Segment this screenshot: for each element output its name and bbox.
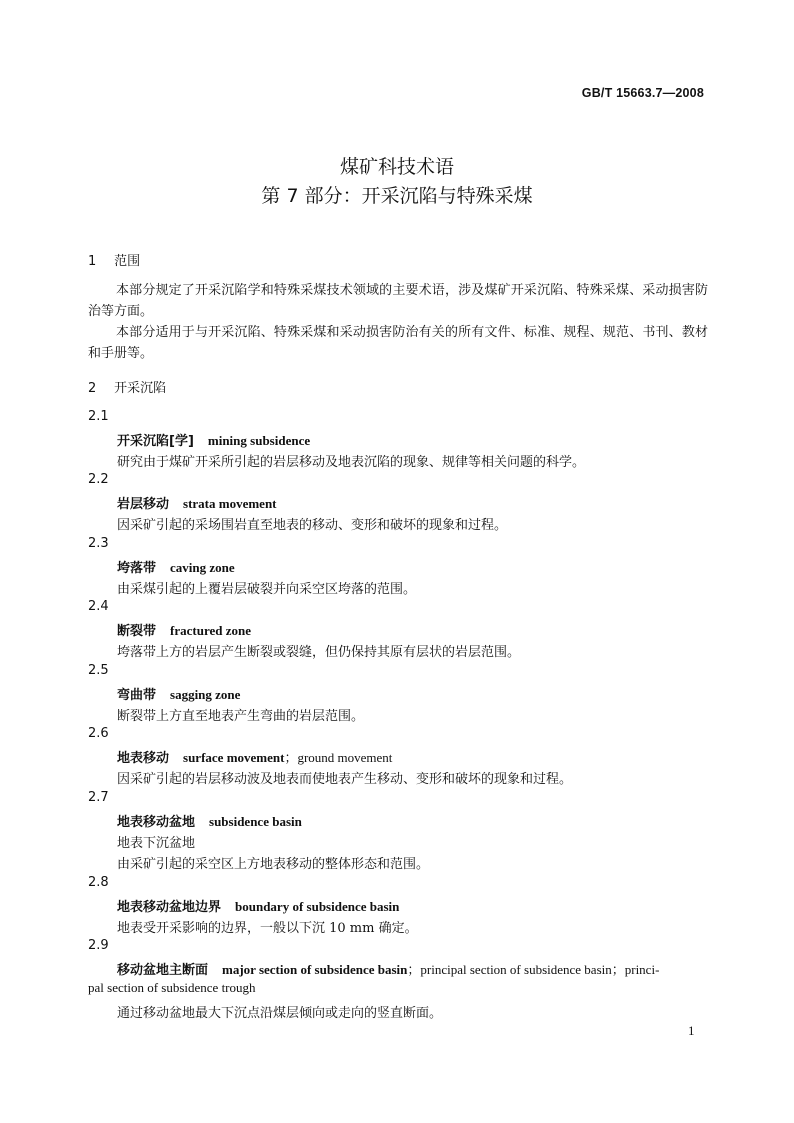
entry-number: 2.9: [88, 938, 109, 953]
term: [117, 493, 277, 512]
term-synonym: ；principal section of subsidence basin；princi-: [407, 962, 660, 977]
term-zh: 地表移动盆地: [117, 815, 196, 830]
term: [117, 620, 251, 639]
term-en: caving zone: [170, 560, 235, 575]
standard-number: GB/T 15663.7—2008: [581, 86, 704, 100]
term-zh: 岩层移动: [117, 497, 170, 512]
definition: 地表受开采影响的边界，一般以下沉 10 mm 确定。: [117, 921, 418, 936]
entry-number: 2.8: [88, 875, 109, 890]
definition: 垮落带上方的岩层产生断裂或裂缝，但仍保持其原有层状的岩层范围。: [117, 645, 521, 660]
definition: 断裂带上方直至地表产生弯曲的岩层范围。: [117, 709, 365, 724]
term-zh: 垮落带: [117, 561, 157, 576]
term-en: mining subsidence: [207, 433, 311, 448]
paragraph: 本部分规定了开采沉陷学和特殊采煤技术领域的主要术语，涉及煤矿开采沉陷、特殊采煤、采动损害防治等方面。: [88, 283, 708, 319]
term-zh: 地表移动盆地边界: [117, 900, 222, 915]
term: [117, 747, 392, 766]
section-title: 范围: [114, 254, 141, 269]
entry-number: 2.3: [88, 536, 109, 551]
term: [117, 430, 310, 449]
term-zh: 弯曲带: [117, 688, 157, 703]
term-en: boundary of subsidence basin: [235, 899, 400, 914]
term: [117, 557, 235, 576]
term-en: fractured zone: [170, 623, 251, 638]
term-en: subsidence basin: [209, 814, 302, 829]
paragraph: 本部分适用于与开采沉陷、特殊采煤和采动损害防治有关的所有文件、标准、规程、规范、书刊、教材和手册等。: [88, 325, 708, 361]
document-subtitle: 第 7 部分：开采沉陷与特殊采煤: [261, 185, 533, 207]
definition: 由采煤引起的上覆岩层破裂并向采空区垮落的范围。: [117, 582, 417, 597]
term-en: surface movement: [183, 750, 285, 765]
entry-number: 2.6: [88, 726, 109, 741]
term-en: strata movement: [183, 496, 277, 511]
term-zh: 移动盆地主断面: [117, 963, 209, 978]
section-number: 2: [88, 381, 97, 396]
section-2-heading: [88, 377, 166, 396]
term-en: sagging zone: [170, 687, 241, 702]
entry-number: 2.7: [88, 790, 109, 805]
term: [117, 959, 659, 978]
definition: 因采矿引起的岩层移动波及地表而使地表产生移动、变形和破坏的现象和过程。: [117, 772, 573, 787]
definition: 因采矿引起的采场围岩直至地表的移动、变形和破坏的现象和过程。: [117, 518, 508, 533]
term-en: major section of subsidence basin: [222, 962, 408, 977]
term: [117, 811, 302, 830]
section-1-heading: [88, 250, 140, 269]
definition: 通过移动盆地最大下沉点沿煤层倾向或走向的竖直断面。: [117, 1006, 443, 1021]
term-zh: 开采沉陷[学]: [117, 434, 194, 449]
entry-number: 2.5: [88, 663, 109, 678]
definition: 研究由于煤矿开采所引起的岩层移动及地表沉陷的现象、规律等相关问题的科学。: [117, 455, 586, 470]
term-zh: 断裂带: [117, 624, 157, 639]
term: [117, 896, 399, 915]
section-number: 1: [88, 254, 97, 269]
entry-number: 2.4: [88, 599, 109, 614]
document-title: 煤矿科技术语: [339, 156, 454, 178]
term-synonym: ；ground movement: [284, 750, 393, 765]
definition: 由采矿引起的采空区上方地表移动的整体形态和范围。: [117, 857, 430, 872]
section-title: 开采沉陷: [114, 381, 167, 396]
term-zh: 地表移动: [117, 751, 170, 766]
entry-number: 2.2: [88, 472, 109, 487]
alternate-term: 地表下沉盆地: [117, 836, 196, 851]
term: [117, 684, 240, 703]
entry-number: 2.1: [88, 409, 109, 424]
page-number: 1: [688, 1023, 695, 1038]
term-synonym-continued: pal section of subsidence trough: [88, 980, 256, 995]
